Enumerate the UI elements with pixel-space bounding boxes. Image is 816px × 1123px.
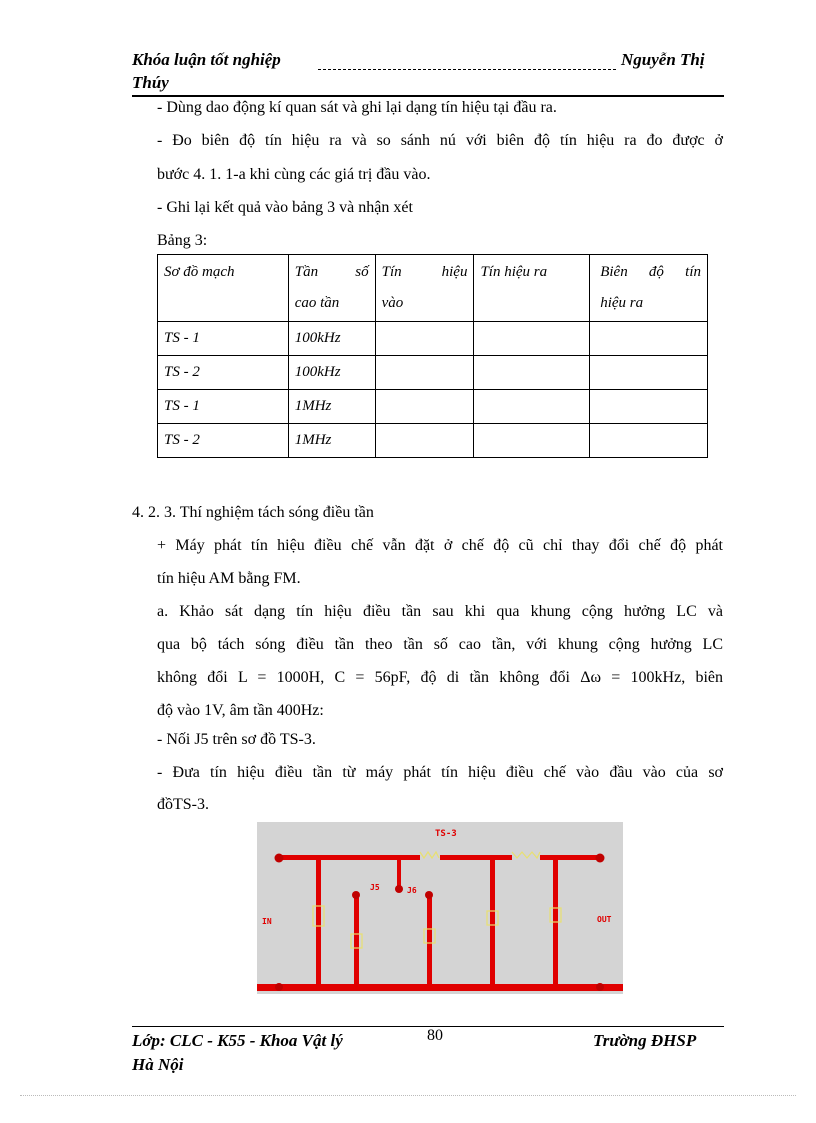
footer-left-line2: Hà Nội: [132, 1055, 184, 1074]
table-header-row: [158, 255, 708, 322]
table-row: [158, 424, 708, 458]
page-number: 80: [427, 1027, 443, 1044]
section-heading: 4. 2. 3. Thí nghiệm tách sóng điều tần: [132, 504, 374, 521]
cell-frequency: 100kHz: [288, 322, 375, 356]
paragraph-measure-line1: - Đo biên độ tín hiệu ra và so sánh nú với biên độ tín hiệu ra đo được ở: [157, 132, 723, 149]
jumper-j5-label: J5: [370, 883, 380, 892]
paragraph-generator-line2: tín hiệu AM bằng FM.: [157, 570, 301, 587]
cell-frequency: 1MHz: [288, 424, 375, 458]
footer-left: Lớp: CLC - K55 - Khoa Vật lý: [132, 1031, 343, 1050]
paragraph-observe: - Dùng dao động kí quan sát và ghi lại dạng tín hiệu tại đầu ra.: [157, 99, 557, 116]
paragraph-feed-line2: đồTS-3.: [157, 796, 209, 813]
cell-input: [375, 356, 474, 390]
cell-input: [375, 322, 474, 356]
cell-output: [474, 390, 590, 424]
page-bottom-border: [20, 1095, 796, 1096]
header-cell-circuit: Sơ đồ mạch: [158, 255, 289, 322]
paragraph-measure-line2: bước 4. 1. 1-a khi cùng các giá trị đầu vào.: [157, 166, 431, 183]
circuit-title: TS-3: [435, 829, 457, 839]
cell-output: [474, 424, 590, 458]
table-row: [158, 390, 708, 424]
paragraph-survey-line1: a. Khảo sát dạng tín hiệu điều tần sau khi qua khung cộng hưởng LC và: [157, 603, 723, 620]
paragraph-survey-line2: qua bộ tách sóng điều tần theo tần số cao tần, với khung cộng hưởng LC: [157, 636, 723, 653]
header-cell-input-signal: Tín hiệu vào: [375, 255, 474, 322]
table-row: [158, 322, 708, 356]
circuit-input-label: IN: [262, 917, 272, 926]
paragraph-survey-line3: không đổi L = 1000H, C = 56pF, độ di tần không đổi Δω = 100kHz, biên: [157, 669, 723, 686]
header-right: Nguyễn Thị: [621, 50, 705, 69]
cell-input: [375, 424, 474, 458]
cell-amplitude: [590, 322, 708, 356]
cell-output: [474, 356, 590, 390]
header-dash-fill: [318, 69, 616, 70]
cell-amplitude: [590, 390, 708, 424]
header-cell-output-signal: Tín hiệu ra: [474, 255, 590, 322]
circuit-output-label: OUT: [597, 915, 612, 924]
cell-circuit: TS - 1: [158, 322, 289, 356]
paragraph-survey-line4: độ vào 1V, âm tần 400Hz:: [157, 702, 324, 719]
cell-circuit: TS - 1: [158, 390, 289, 424]
paragraph-feed-line1: - Đưa tín hiệu điều tần từ máy phát tín hiệu điều chế vào đầu vào của sơ: [157, 764, 723, 781]
paragraph-connect-j5: - Nối J5 trên sơ đồ TS-3.: [157, 731, 316, 748]
circuit-diagram-ts3: [257, 822, 623, 994]
table-row: [158, 356, 708, 390]
header-second-line: Thúy: [132, 73, 169, 92]
cell-input: [375, 390, 474, 424]
header-left: Khóa luận tốt nghiệp: [132, 50, 281, 69]
table-caption: Bảng 3:: [157, 232, 208, 249]
cell-frequency: 1MHz: [288, 390, 375, 424]
paragraph-record: - Ghi lại kết quả vào bảng 3 và nhận xét: [157, 199, 413, 216]
cell-amplitude: [590, 424, 708, 458]
results-table: [157, 254, 708, 458]
circuit-board: [257, 822, 623, 994]
cell-output: [474, 322, 590, 356]
header-cell-frequency: Tần số cao tần: [288, 255, 375, 322]
cell-frequency: 100kHz: [288, 356, 375, 390]
footer-right: Trường ĐHSP: [593, 1031, 697, 1050]
cell-circuit: TS - 2: [158, 424, 289, 458]
jumper-j6-label: J6: [407, 886, 417, 895]
cell-amplitude: [590, 356, 708, 390]
paragraph-generator-line1: + Máy phát tín hiệu điều chế vẫn đặt ở chế độ cũ chỉ thay đổi chế độ phát: [157, 537, 723, 554]
cell-circuit: TS - 2: [158, 356, 289, 390]
header-cell-output-amplitude: Biên độ tín hiệu ra: [590, 255, 708, 322]
